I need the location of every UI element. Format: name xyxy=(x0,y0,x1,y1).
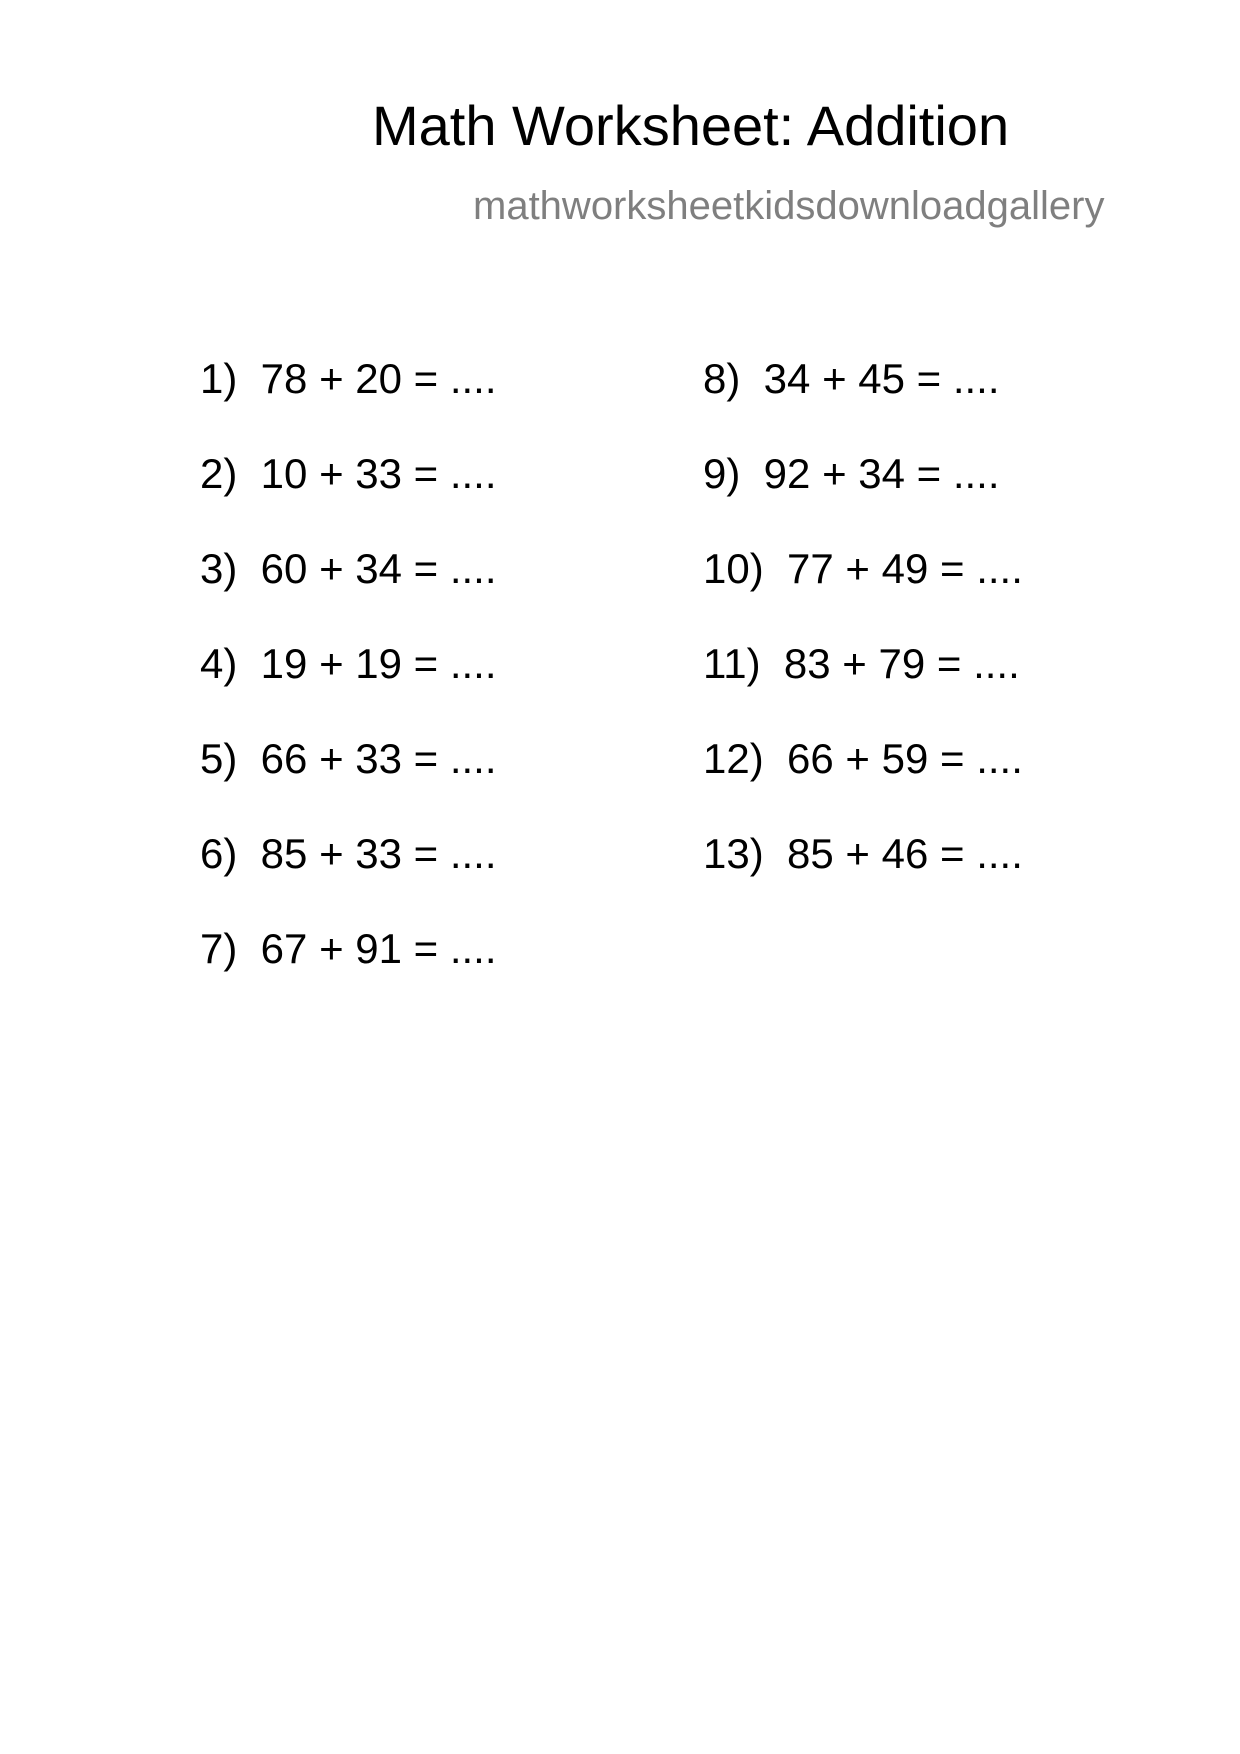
worksheet-subtitle: mathworksheetkidsdownloadgallery xyxy=(473,184,1105,228)
problem-item: 6) 85 + 33 = .... xyxy=(200,830,497,877)
problem-item: 4) 19 + 19 = .... xyxy=(200,640,497,687)
problem-item: 5) 66 + 33 = .... xyxy=(200,735,497,782)
problem-item: 3) 60 + 34 = .... xyxy=(200,545,497,592)
problem-item: 7) 67 + 91 = .... xyxy=(200,925,497,972)
problem-item: 2) 10 + 33 = .... xyxy=(200,450,497,497)
problem-item: 10) 77 + 49 = .... xyxy=(703,545,1023,592)
worksheet-title: Math Worksheet: Addition xyxy=(372,94,1010,157)
problem-item: 13) 85 + 46 = .... xyxy=(703,830,1023,877)
problem-item: 9) 92 + 34 = .... xyxy=(703,450,1000,497)
problem-item: 11) 83 + 79 = .... xyxy=(703,640,1020,687)
problem-item: 1) 78 + 20 = .... xyxy=(200,355,497,402)
problem-item: 8) 34 + 45 = .... xyxy=(703,355,1000,402)
problem-item: 12) 66 + 59 = .... xyxy=(703,735,1023,782)
